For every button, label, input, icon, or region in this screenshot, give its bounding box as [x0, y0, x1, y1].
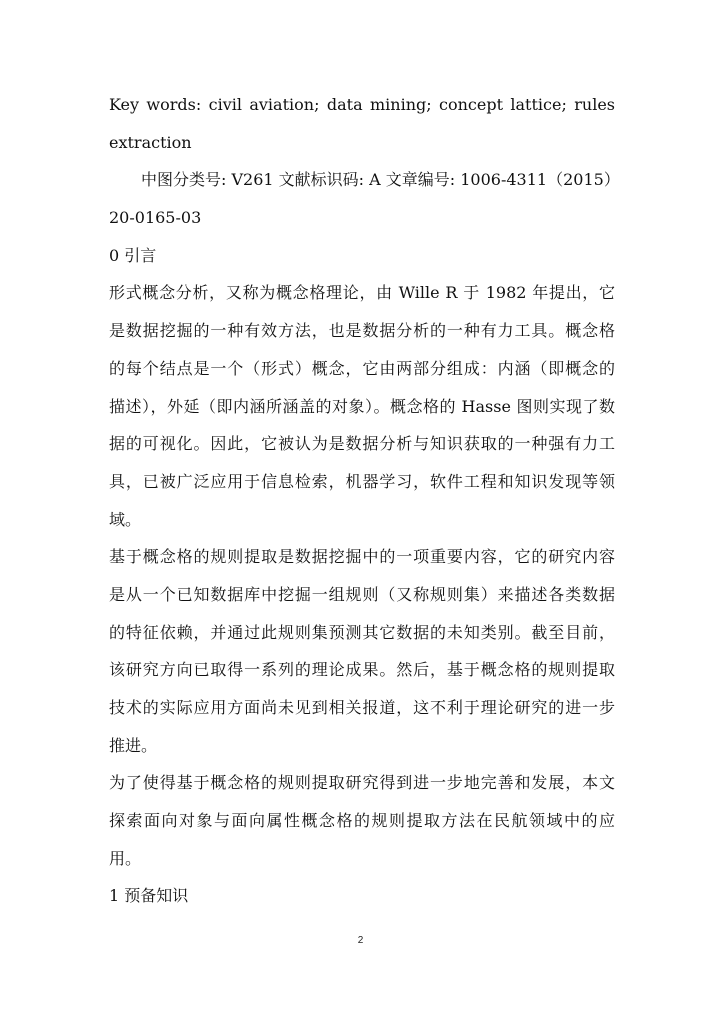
paragraph-line: 据的可视化。因此，它被认为是数据分析与知识获取的一种强有力工	[109, 434, 615, 454]
classification-line-2: 20-0165-03	[109, 208, 202, 228]
paragraph-line: 用。	[109, 848, 142, 868]
section-heading-preliminaries: 1 预备知识	[109, 886, 189, 906]
paragraph-introduction-2	[109, 544, 615, 758]
paragraph-line: 该研究方向已取得一系列的理论成果。然后，基于概念格的规则提取	[109, 660, 615, 680]
paragraph-line: 具，已被广泛应用于信息检索，机器学习，软件工程和知识发现等领	[109, 471, 615, 491]
paragraph-line: 推进。	[109, 735, 158, 755]
page-number: 2	[357, 935, 364, 946]
keywords-line-2: extraction	[109, 132, 192, 152]
paragraph-line: 的特征依赖，并通过此规则集预测其它数据的未知类别。截至目前，	[109, 622, 615, 642]
paragraph-line: 为了使得基于概念格的规则提取研究得到进一步地完善和发展，本文	[109, 773, 615, 793]
paragraph-line: 的每个结点是一个（形式）概念，它由两部分组成：内涵（即概念的	[109, 358, 615, 378]
paragraph-line: 技术的实际应用方面尚未见到相关报道，这不利于理论研究的进一步	[109, 698, 615, 717]
document-body	[109, 92, 620, 921]
section-heading-introduction: 0 引言	[109, 245, 157, 265]
paragraph-line: 基于概念格的规则提取是数据挖掘中的一项重要内容，它的研究内容	[109, 547, 615, 567]
paragraph-line: 是数据挖掘的一种有效方法，也是数据分析的一种有力工具。概念格	[109, 321, 615, 341]
paragraph-line: 域。	[109, 509, 142, 529]
paragraph-line: 探索面向对象与面向属性概念格的规则提取方法在民航领域中的应	[109, 811, 615, 831]
keywords-line-1: Key words: civil aviation; data mining; concept lattice; rules	[109, 95, 615, 114]
paragraph-line: 形式概念分析，又称为概念格理论，由 Wille R 于 1982 年提出，它	[109, 283, 615, 303]
classification-line-1: 中图分类号: V261 文献标识码: A 文章编号: 1006-4311（2015）	[141, 170, 620, 190]
paragraph-line: 是从一个已知数据库中挖掘一组规则（又称规则集）来描述各类数据	[109, 584, 615, 604]
paragraph-line: 描述），外延（即内涵所涵盖的对象）。概念格的 Hasse 图则实现了数	[109, 396, 615, 416]
paragraph-introduction-3	[109, 770, 615, 871]
paragraph-introduction-1	[109, 280, 615, 532]
